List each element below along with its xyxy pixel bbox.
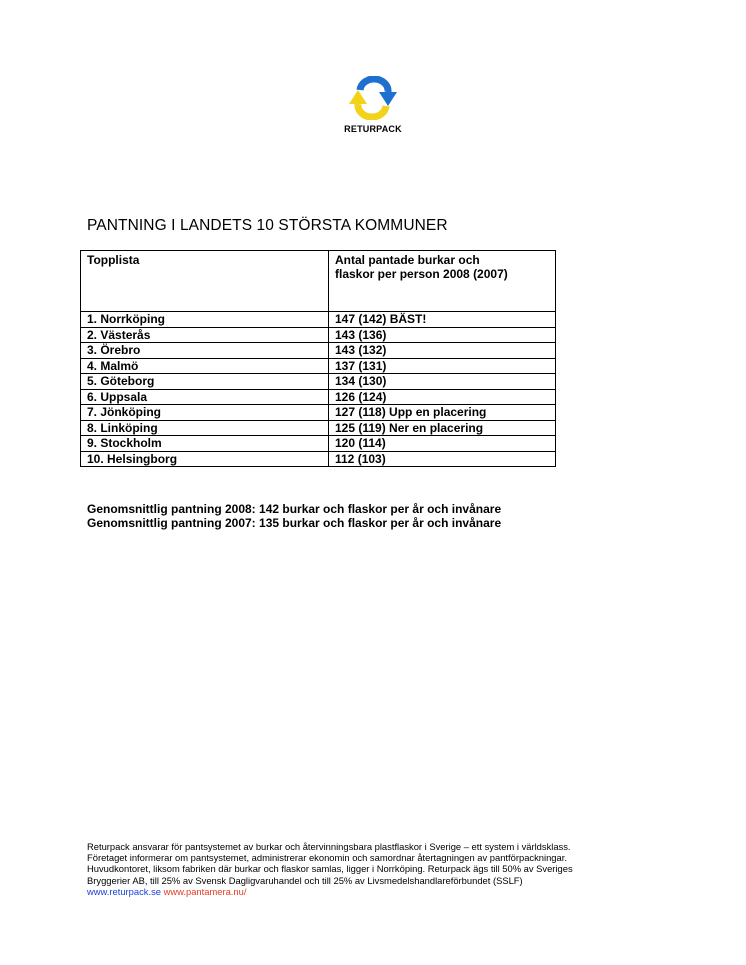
returpack-logo <box>338 76 408 136</box>
value-cell: 137 (131) <box>329 358 556 374</box>
page-title: PANTNING I LANDETS 10 STÖRSTA KOMMUNER <box>87 217 448 234</box>
place-cell: 7. Jönköping <box>81 405 329 421</box>
summary-2008: Genomsnittlig pantning 2008: 142 burkar och flaskor per år och invånare <box>87 502 502 516</box>
table-row <box>81 358 556 374</box>
place-cell: 4. Malmö <box>81 358 329 374</box>
table-row <box>81 327 556 343</box>
table-row <box>81 436 556 452</box>
table-row <box>81 343 556 359</box>
place-cell: 6. Uppsala <box>81 389 329 405</box>
header-topplista: Topplista <box>81 251 329 312</box>
value-cell: 147 (142) BÄST! <box>329 312 556 328</box>
footer-links <box>87 886 687 897</box>
footer-line-3: Huvudkontoret, liksom fabriken där burkar och flaskor samlas, ligger i Norrköping. Returpack ägs till 50% av Sveriges <box>87 863 573 875</box>
place-cell: 3. Örebro <box>81 343 329 359</box>
place-cell: 9. Stockholm <box>81 436 329 452</box>
logo-text: RETURPACK <box>344 124 402 134</box>
recycle-arrows-icon <box>344 76 402 120</box>
table-row <box>81 312 556 328</box>
returpack-link[interactable]: www.returpack.se <box>87 885 161 897</box>
footer-line-1: Returpack ansvarar för pantsystemet av burkar och återvinningsbara plastflaskor i Sverige – ett system i världsklass. <box>87 841 571 852</box>
place-cell: 2. Västerås <box>81 327 329 343</box>
value-cell: 126 (124) <box>329 389 556 405</box>
header-antal <box>329 251 556 312</box>
header-antal-line2: flaskor per person 2008 (2007) <box>335 267 508 281</box>
table-row <box>81 374 556 390</box>
table-header-row <box>81 251 556 312</box>
summary-2007: Genomsnittlig pantning 2007: 135 burkar och flaskor per år och invånare <box>87 516 502 530</box>
place-cell: 5. Göteborg <box>81 374 329 390</box>
place-cell: 1. Norrköping <box>81 312 329 328</box>
footer-line-2: Företaget informerar om pantsystemet, administrerar ekonomin och samordnar återtagningen av pantförpackningar. <box>87 852 567 864</box>
place-cell: 10. Helsingborg <box>81 451 329 467</box>
table-row <box>81 405 556 421</box>
ranking-table <box>80 250 556 467</box>
value-cell: 143 (132) <box>329 343 556 359</box>
value-cell: 143 (136) <box>329 327 556 343</box>
summary <box>87 502 501 530</box>
value-cell: 120 (114) <box>329 436 556 452</box>
value-cell: 134 (130) <box>329 374 556 390</box>
footer-line-4: Bryggerier AB, till 25% av Svensk Dagligvaruhandel och till 25% av Livsmedelshandlareförbundet (SSLF) <box>87 874 523 886</box>
table-row <box>81 389 556 405</box>
value-cell: 112 (103) <box>329 451 556 467</box>
pantamera-link[interactable]: www.pantamera.nu/ <box>163 885 247 897</box>
value-cell: 127 (118) Upp en placering <box>329 405 556 421</box>
table-row <box>81 451 556 467</box>
table-row <box>81 420 556 436</box>
footer <box>87 841 687 897</box>
value-cell: 125 (119) Ner en placering <box>329 420 556 436</box>
header-antal-line1: Antal pantade burkar och <box>335 253 480 267</box>
place-cell: 8. Linköping <box>81 420 329 436</box>
